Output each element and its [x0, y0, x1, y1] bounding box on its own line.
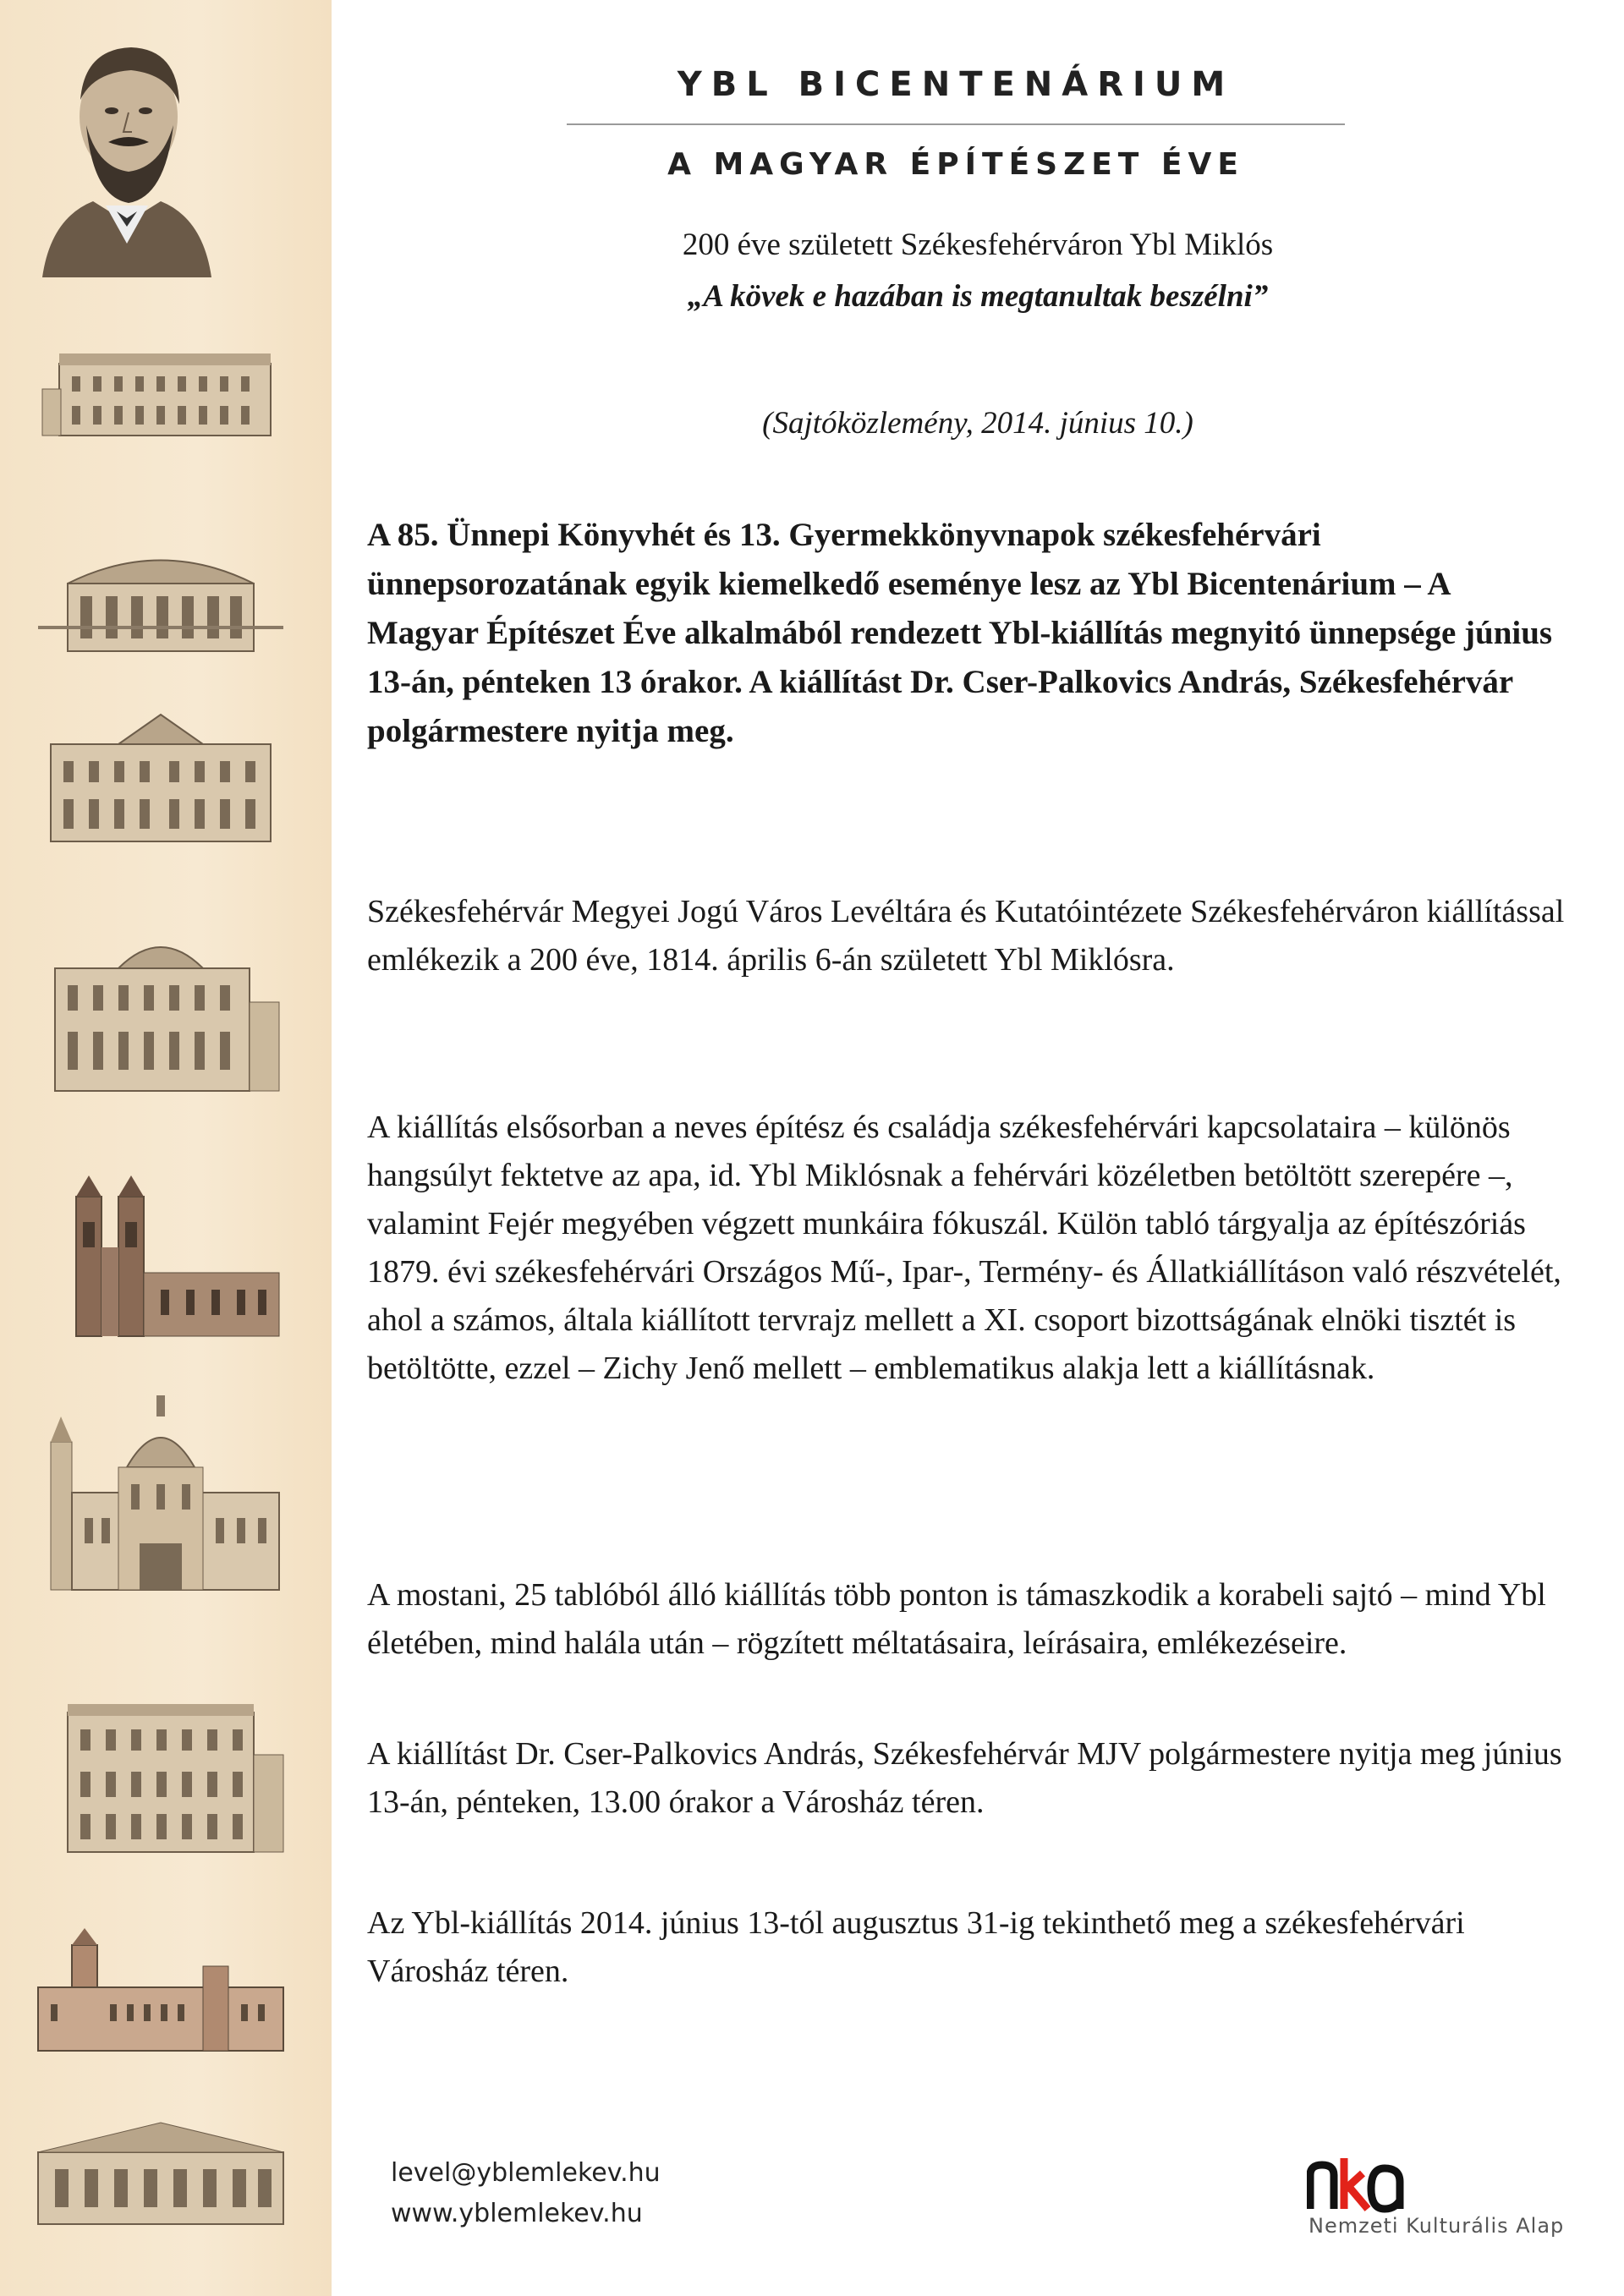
nka-caption: Nemzeti Kulturális Alap: [1309, 2214, 1565, 2238]
page-title: YBL BICENTENÁRIUM: [677, 65, 1235, 104]
intro-quote: „A kövek e hazában is megtanultak beszélni”: [687, 279, 1269, 314]
building-engraving-1: [34, 330, 288, 440]
page-header: [567, 61, 1345, 186]
lead-paragraph: A 85. Ünnepi Könyvhét és 13. Gyermekkönyvnapok székesfehérvári ünnepsorozatának egyik kiemelkedő eseménye lesz az Ybl Bicentenárium – A Magyar Építészet Éve alkalmából rendezett Ybl-kiállítás megnyitó ünnepsége június 13-án, pénteken 13 órakor. A kiállítást Dr. Cser-Palkovics András, Székesfehérvár polgármestere nyitja meg.: [367, 517, 1553, 749]
website-link[interactable]: www.yblemlekev.hu: [391, 2199, 643, 2228]
body-paragraph-5: Az Ybl-kiállítás 2014. június 13-tól augusztus 31-ig tekinthető meg a székesfehérvári Városház téren.: [367, 1905, 1465, 1989]
body-paragraph-1: Székesfehérvár Megyei Jogú Város Levéltára és Kutatóintézete Székesfehérváron kiállítással emlékezik a 200 éve, 1814. április 6-án született Ybl Miklósra.: [367, 894, 1565, 978]
press-release-note: (Sajtóközlemény, 2014. június 10.): [762, 406, 1193, 441]
body-paragraph-4: A kiállítást Dr. Cser-Palkovics András, Székesfehérvár MJV polgármestere nyitja meg június 13-án, pénteken, 13.00 órakor a Városház téren.: [367, 1736, 1562, 1820]
decorative-sidebar: [0, 0, 332, 2296]
email-link[interactable]: level@yblemlekev.hu: [391, 2158, 661, 2188]
body-paragraph-2: A kiállítás elsősorban a neves építész és családja székesfehérvári kapcsolataira – különös hangsúlyt fektetve az apa, id. Ybl Miklósnak a fehérvári közéletben betöltött szerepére –, valamint Fejér megyében végzett munkáira fókuszál. Külön tabló tárgyalja az építészóriás 1879. évi székesfehérvári Országos Mű-, Ipar-, Termény- és Állatkiállításon való részvételét, ahol a számos, általa kiállított tervrajz mellett a XI. csoport bizottságának elnöki tisztét is betöltötte, ezzel – Zichy Jenő mellett – emblematikus alakja lett a kiállításnak.: [367, 1110, 1561, 1386]
building-engraving-4: [34, 926, 288, 1095]
portrait-engraving: [34, 24, 220, 277]
intro-line: 200 éve született Székesfehérváron Ybl Miklós: [682, 227, 1274, 262]
body-paragraph-3: A mostani, 25 tablóból álló kiállítás több ponton is támaszkodik a korabeli sajtó – mind Ybl életében, mind halála után – rögzített méltatásaira, leírásaira, emlékezéseire.: [367, 1577, 1546, 1661]
building-engraving-2: [34, 533, 288, 660]
header-divider: [567, 123, 1345, 125]
building-engraving-3: [34, 710, 288, 846]
building-engraving-7: [34, 1696, 288, 1856]
building-engraving-6: [34, 1391, 288, 1594]
footer-contact: [391, 2153, 661, 2234]
building-engraving-5: [34, 1171, 288, 1340]
page-subtitle: A MAGYAR ÉPÍTÉSZET ÉVE: [667, 147, 1244, 182]
building-engraving-9: [34, 2110, 288, 2228]
building-engraving-8: [34, 1928, 288, 2055]
